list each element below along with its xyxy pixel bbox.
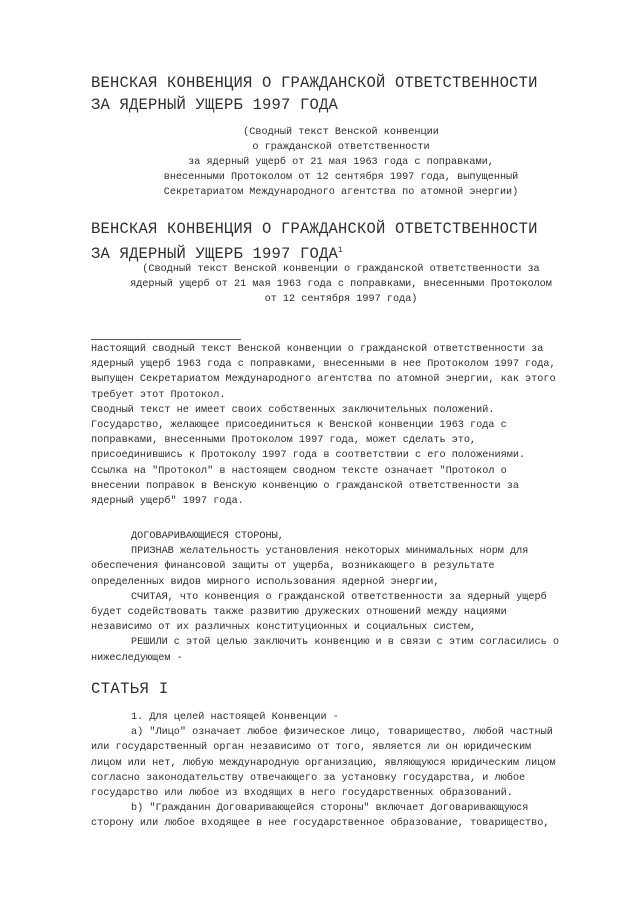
footnote-text: [91, 342, 591, 509]
article-line: 1. Для целей настоящей Конвенции -: [131, 712, 339, 723]
footnote-line: Настоящий сводный текст Венской конвенции о гражданской ответственности за: [91, 344, 544, 355]
article-heading: СТАТЬЯ I: [91, 680, 169, 698]
preamble-line: нижеследующем -: [91, 652, 183, 664]
convention-subtitle: [91, 262, 591, 307]
preamble-line: ДОГОВАРИВАЮЩИЕСЯ СТОРОНЫ,: [131, 531, 284, 542]
subtitle-line: от 12 сентября 1997 года): [264, 294, 418, 305]
subtitle-line: внесенными Протоколом от 12 сентября 1997 года, выпущенный: [163, 172, 519, 183]
preamble: [91, 529, 591, 666]
article-body: [91, 710, 591, 832]
footnote-line: ядерный ущерб" 1997 года.: [91, 496, 244, 508]
article-line: государство или любое из входящих в него государственных образований.: [91, 788, 513, 800]
subtitle-line: за ядерный ущерб от 21 мая 1963 года с поправками,: [188, 157, 494, 168]
footnote-line: Государство, желающее присоединиться к Венской конвенции 1963 года с: [91, 420, 507, 432]
preamble-line: СЧИТАЯ, что конвенция о гражданской ответственности за ядерный ущерб: [131, 591, 547, 603]
footnote-line: внесении поправок в Венскую конвенцию о гражданской ответственности за: [91, 480, 519, 492]
preamble-line: определенных видов мирного использования ядерной энергии,: [91, 576, 440, 588]
footnote-line: присоединившись к Протоколу 1997 года в соответствии с его положениями.: [91, 450, 526, 462]
document-title: [91, 72, 591, 116]
subtitle-line: ядерный ущерб от 21 мая 1963 года с поправками, внесенными Протоколом: [130, 279, 552, 290]
subtitle-line: (Сводный текст Венской конвенции о гражданской ответственности за: [142, 264, 540, 275]
title-line: ЗА ЯДЕРНЫЙ УЩЕРБ 1997 ГОДА$^1$: [91, 245, 344, 264]
article-line: b) "Гражданин Договаривающейся стороны" включает Договаривающуюся: [131, 803, 529, 815]
title-line: ЗА ЯДЕРНЫЙ УЩЕРБ 1997 ГОДА: [91, 96, 339, 114]
article-line: или государственный орган независимо от того, является ли он юридическим: [91, 742, 532, 754]
footnote-mark: 1: [338, 246, 344, 255]
article-line: сторону или любое входящее в нее государственное образование, товарищество,: [91, 818, 550, 830]
footnote-line: поправками, внесенными Протоколом 1997 года, может сделать это,: [91, 435, 477, 447]
subtitle-line: о гражданской ответственности: [252, 142, 430, 153]
footnote-line: требует этот Протокол.: [91, 389, 226, 401]
preamble-line: независимо от их различных конституционных и социальных систем,: [91, 622, 477, 634]
footnote-line: Сводный текст не имеет своих собственных заключительных положений.: [91, 404, 495, 416]
footnote-line: Ссылка на "Протокол" в настоящем сводном тексте означает "Протокол о: [91, 465, 507, 477]
article-line: лицом или нет, любую международную организацию, являющуюся юридическим лицом: [91, 757, 556, 769]
title-line: ВЕНСКАЯ КОНВЕНЦИЯ О ГРАЖДАНСКОЙ ОТВЕТСТВЕННОСТИ: [91, 220, 538, 238]
footnote-line: выпущен Секретариатом Международного агентства по атомной энергии, как этого: [91, 374, 556, 386]
footnote-line: ядерный ущерб 1963 года с поправками, внесенными в нее Протоколом 1997 года,: [91, 359, 556, 371]
preamble-line: РЕШИЛИ с этой целью заключить конвенцию и в связи с этим согласились о: [131, 637, 559, 649]
document-subtitle: [91, 125, 591, 200]
preamble-line: ПРИЗНАВ желательность установления некоторых минимальных норм для: [131, 546, 529, 558]
preamble-line: обеспечения финансовой защиты от ущерба, возникающего в результате: [91, 561, 495, 573]
subtitle-line: Секретариатом Международного агентства по атомной энергии): [163, 187, 519, 198]
convention-title: [91, 218, 591, 265]
footnote-separator: [91, 339, 241, 340]
title-line: ВЕНСКАЯ КОНВЕНЦИЯ О ГРАЖДАНСКОЙ ОТВЕТСТВЕННОСТИ: [91, 74, 538, 92]
preamble-line: будет содействовать также развитию дружеских отношений между нациями: [91, 607, 507, 619]
article-line: согласно законодательству отвечающего за установку государства, и любое: [91, 772, 526, 784]
article-line: a) "Лицо" означает любое физическое лицо, товарищество, любой частный: [131, 727, 553, 739]
subtitle-line: (Сводный текст Венской конвенции: [243, 127, 439, 138]
